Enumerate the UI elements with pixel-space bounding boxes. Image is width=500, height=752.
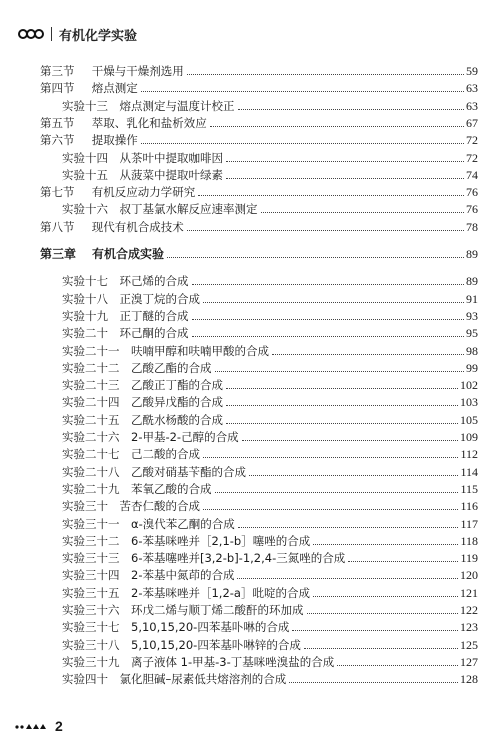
decorative-dots-icon [14, 721, 52, 731]
toc-entry-title: 乙酸对硝基苄酯的合成 [131, 464, 246, 479]
toc-leader-dots [238, 526, 459, 528]
toc-entry-title: 现代有机合成技术 [91, 219, 184, 234]
toc-leader-dots [304, 647, 458, 649]
toc-experiment-entry [62, 616, 478, 634]
toc-leader-dots [307, 612, 459, 614]
toc-leader-dots [272, 353, 464, 355]
toc-entry-text [62, 430, 239, 444]
toc-entry-label: 实验三十五 [62, 585, 120, 600]
toc-entry-title: 萃取、乳化和盐析效应 [91, 115, 207, 130]
toc-leader-dots [289, 681, 458, 683]
toc-page-number: 120 [460, 568, 478, 583]
toc-entry-text [62, 620, 289, 634]
toc-experiment-entry [62, 305, 478, 323]
toc-leader-dots [226, 177, 464, 179]
toc-entry-label: 实验三十九 [62, 654, 120, 669]
toc-entry-title: 氯化胆碱–尿素低共熔溶剂的合成 [119, 672, 287, 687]
toc-entry-text [62, 551, 345, 565]
toc-page-number: 63 [466, 81, 478, 96]
page-footer [14, 718, 63, 734]
toc-page-number: 89 [466, 274, 478, 289]
toc-entry-label: 实验十三 [62, 98, 108, 113]
toc-experiment-entry [62, 426, 478, 444]
toc-leader-dots [192, 335, 465, 337]
toc-page-number: 99 [466, 360, 478, 375]
toc-leader-dots [238, 108, 465, 110]
toc-experiment-entry [62, 564, 478, 582]
toc-page-number: 67 [466, 115, 478, 130]
toc-entry-text [62, 655, 334, 669]
toc-entry-label: 实验三十三 [62, 551, 120, 566]
toc-entry-label: 实验三十四 [62, 568, 120, 583]
toc-experiment-entry [62, 391, 478, 409]
toc-entry-text [62, 517, 235, 531]
toc-entry-title: 2-甲基-2-己醇的合成 [131, 430, 239, 444]
toc-leader-dots [226, 387, 458, 389]
toc-entry-text [62, 378, 223, 392]
toc-entry-label: 第七节 [40, 185, 75, 200]
toc-entry-text [62, 344, 269, 358]
toc-leader-dots [249, 474, 458, 476]
toc-entry-label: 实验十八 [62, 291, 108, 306]
toc-page-number: 114 [460, 464, 478, 479]
toc-page-number: 105 [460, 412, 478, 427]
toc-leader-dots [198, 194, 464, 196]
toc-leader-dots [192, 283, 465, 285]
toc-entry-title: 己二酸的合成 [131, 447, 200, 462]
page-number: 2 [55, 718, 63, 734]
toc-entry-label: 实验三十一 [62, 516, 120, 531]
toc-entry-title: 乙酸异戊酯的合成 [131, 395, 223, 410]
toc-entry-text [40, 81, 138, 95]
toc-entry-label: 实验十九 [62, 308, 108, 323]
toc-entry-label: 实验二十 [62, 326, 108, 341]
toc-leader-dots [215, 370, 465, 372]
toc-entry-title: 叔丁基氯水解反应速率测定 [119, 202, 258, 217]
toc-page-number: 128 [460, 672, 478, 687]
toc-entry-label: 实验十七 [62, 274, 108, 289]
toc-experiment-entry [62, 495, 478, 513]
toc-leader-dots [187, 73, 464, 75]
toc-entry-label: 第五节 [40, 115, 75, 130]
toc-experiment-entry [62, 198, 478, 216]
toc-entry-label: 实验三十七 [62, 620, 120, 635]
toc-experiment-entry [62, 443, 478, 461]
toc-entry-text [40, 133, 138, 147]
toc-entry-text [62, 447, 200, 461]
toc-leader-dots [167, 256, 464, 258]
toc-section-entry [40, 181, 478, 199]
toc-entry-text [62, 168, 223, 182]
toc-entry-text [62, 202, 258, 216]
toc-entry-text [62, 534, 310, 548]
toc-entry-title: 6-苯基噻唑并[3,2-b]-1,2,4-三氮唑的合成 [131, 551, 346, 566]
toc-entry-title: 有机反应动力学研究 [91, 185, 196, 200]
toc-experiment-entry [62, 668, 478, 686]
toc-entry-text [62, 326, 189, 340]
toc-leader-dots [203, 301, 464, 303]
toc-experiment-entry [62, 634, 478, 652]
toc-entry-text [62, 603, 304, 617]
toc-entry-label: 实验三十八 [62, 637, 120, 652]
toc-experiment-entry [62, 340, 478, 358]
toc-entry-title: 熔点测定与温度计校正 [119, 98, 235, 113]
toc-entry-label: 第三章 [40, 247, 77, 261]
toc-page-number: 93 [466, 308, 478, 323]
toc-leader-dots [141, 142, 464, 144]
toc-entry-text [40, 247, 164, 261]
running-header [18, 24, 137, 44]
toc-leader-dots [313, 595, 458, 597]
toc-leader-dots [187, 229, 464, 231]
toc-experiment-entry [62, 288, 478, 306]
toc-page-number: 98 [466, 343, 478, 358]
toc-page-number: 123 [460, 620, 478, 635]
toc-page-number: 95 [466, 326, 478, 341]
toc-section-entry [40, 112, 478, 130]
toc-page-number: 72 [466, 133, 478, 148]
toc-experiment-entry [62, 599, 478, 617]
toc-entry-title: 乙酰水杨酸的合成 [131, 412, 223, 427]
toc-section-entry [40, 129, 478, 147]
toc-entry-text [62, 482, 212, 496]
toc-experiment-entry [62, 651, 478, 669]
toc-page-number: 102 [460, 378, 478, 393]
toc-leader-dots [242, 439, 458, 441]
toc-leader-dots [141, 90, 464, 92]
toc-leader-dots [292, 629, 458, 631]
toc-entry-title: 乙酸正丁酯的合成 [131, 378, 223, 393]
toc-entry-label: 实验二十五 [62, 412, 120, 427]
toc-page-number: 91 [466, 291, 478, 306]
toc-entry-text [62, 274, 189, 288]
toc-leader-dots [337, 664, 458, 666]
toc-page-number: 112 [460, 447, 478, 462]
toc-entry-title: 从菠菜中提取叶绿素 [119, 167, 223, 182]
toc-entry-text [40, 116, 207, 130]
toc-section-entry [40, 77, 478, 95]
toc-experiment-entry [62, 374, 478, 392]
toc-entry-title: 苯氧乙酸的合成 [131, 481, 212, 496]
toc-page-number: 118 [460, 533, 478, 548]
toc-experiment-entry [62, 547, 478, 565]
toc-page-number: 59 [466, 64, 478, 78]
toc-experiment-entry [62, 409, 478, 427]
toc-entry-label: 实验二十八 [62, 464, 120, 479]
toc-entry-label: 实验二十七 [62, 447, 120, 462]
toc-entry-text [62, 151, 223, 165]
toc-entry-title: 2-苯基咪唑并［1,2-a］吡啶的合成 [131, 585, 310, 600]
toc-chapter-entry [40, 243, 478, 261]
toc-leader-dots [215, 491, 459, 493]
toc-entry-title: 乙酸乙酯的合成 [131, 360, 212, 375]
toc-entry-label: 实验四十 [62, 672, 108, 687]
toc-entry-label: 实验二十九 [62, 481, 120, 496]
toc-leader-dots [237, 577, 458, 579]
toc-leader-dots [313, 543, 458, 545]
toc-page-number: 74 [466, 167, 478, 182]
toc-experiment-entry [62, 478, 478, 496]
toc-entry-title: 有机合成实验 [92, 247, 165, 261]
toc-entry-label: 第六节 [40, 133, 75, 148]
toc-entry-text [62, 638, 301, 652]
toc-experiment-entry [62, 322, 478, 340]
toc-entry-title: 苦杏仁酸的合成 [119, 499, 200, 514]
toc-experiment-entry [62, 461, 478, 479]
toc-entry-text [62, 361, 212, 375]
toc-page-number: 125 [460, 637, 478, 652]
toc-experiment-entry [62, 513, 478, 531]
toc-entry-text [62, 568, 234, 582]
toc-entry-text [62, 309, 189, 323]
toc-leader-dots [226, 160, 464, 162]
toc-entry-text [62, 395, 223, 409]
toc-page-number: 119 [460, 551, 478, 566]
toc-page-number: 89 [466, 247, 478, 261]
toc-section-entry [40, 60, 478, 78]
toc-entry-text [62, 465, 246, 479]
toc-entry-title: 环戊二烯与顺丁烯二酸酐的环加成 [131, 603, 304, 617]
toc-page-number: 115 [460, 481, 478, 496]
toc-entry-text [62, 99, 235, 113]
toc-entry-label: 实验十四 [62, 150, 108, 165]
toc-leader-dots [261, 211, 465, 213]
toc-entry-text [40, 64, 184, 78]
toc-entry-label: 实验三十 [62, 499, 108, 514]
toc-entry-label: 实验二十三 [62, 378, 120, 393]
toc-experiment-entry [62, 147, 478, 165]
toc-page-number: 63 [466, 98, 478, 113]
toc-entry-label: 实验三十二 [62, 533, 120, 548]
toc-page-number: 109 [460, 430, 478, 444]
toc-entry-text [62, 499, 200, 513]
toc-entry-text [62, 586, 310, 600]
toc-entry-label: 实验十五 [62, 167, 108, 182]
toc-entry-title: 环己烯的合成 [119, 274, 189, 289]
toc-entry-title: 2-苯基中氮茚的合成 [131, 568, 235, 583]
toc-entry-label: 实验十六 [62, 202, 108, 217]
toc-experiment-entry [62, 95, 478, 113]
toc-page-number: 76 [466, 185, 478, 200]
toc-entry-text [40, 185, 195, 199]
toc-entry-title: 提取操作 [91, 133, 138, 148]
toc-entry-label: 第八节 [40, 219, 75, 234]
toc-page-number: 127 [460, 654, 478, 669]
toc-entry-text [40, 220, 184, 234]
toc-page-number: 122 [460, 603, 478, 617]
toc-leader-dots [203, 508, 458, 510]
toc-leader-dots [192, 318, 465, 320]
toc-entry-text [62, 292, 200, 306]
toc-entry-title: 正溴丁烷的合成 [119, 291, 200, 306]
toc-experiment-entry [62, 164, 478, 182]
toc-page-number: 103 [460, 395, 478, 410]
toc-entry-title: 呋喃甲醇和呋喃甲酸的合成 [131, 343, 269, 358]
toc-entry-title: α-溴代苯乙酮的合成 [131, 516, 235, 531]
toc-entry-label: 实验二十六 [62, 430, 120, 444]
toc-entry-label: 第四节 [40, 81, 75, 96]
toc-leader-dots [210, 125, 464, 127]
toc-experiment-entry [62, 270, 478, 288]
toc-entry-title: 从茶叶中提取咖啡因 [119, 150, 223, 165]
toc-entry-label: 实验三十六 [62, 603, 120, 617]
toc-entry-text [62, 413, 223, 427]
toc-page-number: 76 [466, 202, 478, 217]
toc-entry-title: 熔点测定 [91, 81, 138, 96]
toc-page-number: 121 [460, 585, 478, 600]
toc-page-number: 78 [466, 219, 478, 234]
toc-entry-title: 环己酮的合成 [119, 326, 189, 341]
toc-leader-dots [226, 422, 458, 424]
molecule-logo-icon [18, 26, 44, 42]
toc-entry-title: 干燥与干燥剂选用 [91, 64, 184, 78]
toc-entry-text [62, 672, 286, 686]
toc-entry-title: 5,10,15,20-四苯基卟啉锌的合成 [131, 637, 301, 652]
toc-section-entry [40, 216, 478, 234]
toc-entry-title: 6-苯基咪唑并［2,1-b］噻唑的合成 [131, 533, 311, 548]
header-separator [51, 27, 52, 41]
toc-experiment-entry [62, 582, 478, 600]
toc-entry-title: 正丁醚的合成 [119, 308, 189, 323]
toc-entry-title: 5,10,15,20-四苯基卟啉的合成 [131, 620, 290, 635]
toc-leader-dots [348, 560, 458, 562]
toc-leader-dots [203, 456, 458, 458]
book-title: 有机化学实验 [59, 28, 138, 44]
toc-page-number: 117 [460, 516, 478, 531]
toc-page-number: 116 [460, 499, 478, 514]
toc-leader-dots [226, 404, 458, 406]
toc-entry-label: 实验二十一 [62, 343, 120, 358]
toc-entry-label: 第三节 [40, 64, 75, 78]
toc-page-number: 72 [466, 150, 478, 165]
toc-experiment-entry [62, 357, 478, 375]
toc-experiment-entry [62, 530, 478, 548]
toc-entry-title: 离子液体 1-甲基-3-丁基咪唑溴盐的合成 [131, 654, 335, 669]
toc-entry-label: 实验二十二 [62, 360, 120, 375]
toc-entry-label: 实验二十四 [62, 395, 120, 410]
